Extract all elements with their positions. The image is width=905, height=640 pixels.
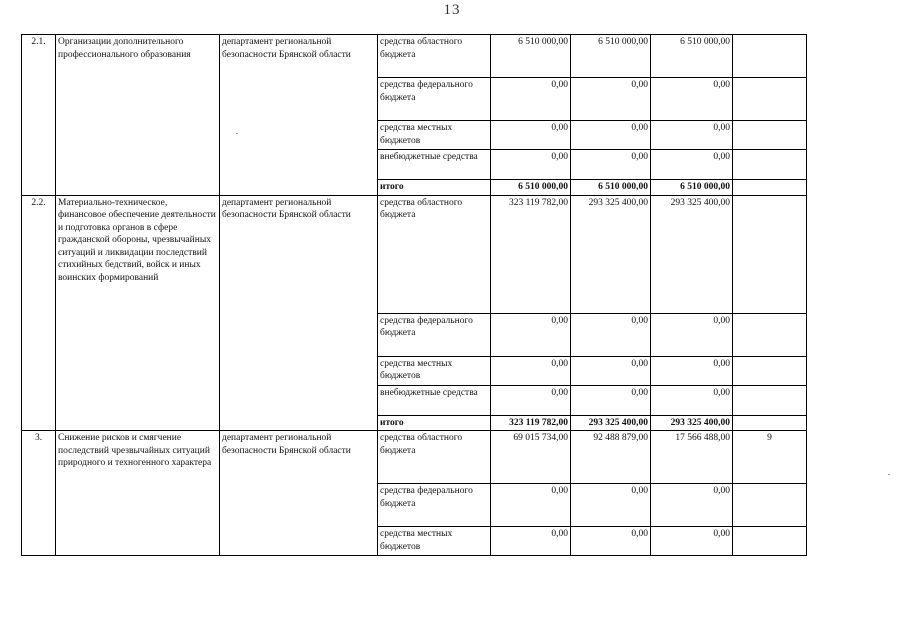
source-label: средства областного бюджета bbox=[378, 195, 491, 313]
value-year-1: 0,00 bbox=[491, 527, 571, 556]
value-year-2: 0,00 bbox=[571, 484, 651, 527]
value-year-1: 0,00 bbox=[491, 484, 571, 527]
indicator-ref bbox=[733, 527, 807, 556]
value-year-1: 0,00 bbox=[491, 385, 571, 415]
value-year-1: 0,00 bbox=[491, 78, 571, 121]
value-year-1: 0,00 bbox=[491, 356, 571, 385]
total-year-2: 293 325 400,00 bbox=[571, 415, 651, 431]
total-year-3: 6 510 000,00 bbox=[651, 180, 733, 196]
indicator-ref bbox=[733, 195, 807, 313]
value-year-3: 6 510 000,00 bbox=[651, 35, 733, 78]
value-year-1: 0,00 bbox=[491, 150, 571, 180]
value-year-1: 0,00 bbox=[491, 121, 571, 150]
total-label: итого bbox=[378, 180, 491, 196]
total-label: итого bbox=[378, 415, 491, 431]
value-year-2: 0,00 bbox=[571, 356, 651, 385]
scan-speck bbox=[888, 474, 890, 475]
item-name: Материально-техническое, финансовое обеспечение деятельности и подготовка органов в сфере гражданской обороны, чрезвычайных ситуаций и ликвидации последствий стихийных бедствий, войск и иных воинских формирований bbox=[56, 195, 220, 431]
source-label: средства областного бюджета bbox=[378, 431, 491, 484]
total-year-2: 6 510 000,00 bbox=[571, 180, 651, 196]
table-row bbox=[22, 195, 807, 313]
source-label: внебюджетные средства bbox=[378, 385, 491, 415]
item-name: Организации дополнительного профессионального образования bbox=[56, 35, 220, 196]
scan-speck bbox=[236, 133, 238, 134]
indicator-ref bbox=[733, 484, 807, 527]
value-year-2: 293 325 400,00 bbox=[571, 195, 651, 313]
budget-table bbox=[21, 34, 807, 556]
indicator-ref bbox=[733, 356, 807, 385]
value-year-3: 0,00 bbox=[651, 313, 733, 356]
value-year-3: 0,00 bbox=[651, 78, 733, 121]
source-label: средства федерального бюджета bbox=[378, 78, 491, 121]
value-year-2: 0,00 bbox=[571, 150, 651, 180]
item-name: Снижение рисков и смягчение последствий чрезвычайных ситуаций природного и техногенного характера bbox=[56, 431, 220, 556]
value-year-3: 17 566 488,00 bbox=[651, 431, 733, 484]
value-year-3: 0,00 bbox=[651, 150, 733, 180]
item-executor: департамент региональной безопасности Брянской области bbox=[220, 35, 378, 196]
indicator-ref bbox=[733, 180, 807, 196]
source-label: средства областного бюджета bbox=[378, 35, 491, 78]
value-year-2: 6 510 000,00 bbox=[571, 35, 651, 78]
source-label: средства местных бюджетов bbox=[378, 356, 491, 385]
value-year-2: 0,00 bbox=[571, 385, 651, 415]
item-executor: департамент региональной безопасности Брянской области bbox=[220, 431, 378, 556]
source-label: внебюджетные средства bbox=[378, 150, 491, 180]
item-number: 3. bbox=[22, 431, 56, 556]
source-label: средства федерального бюджета bbox=[378, 484, 491, 527]
value-year-3: 293 325 400,00 bbox=[651, 195, 733, 313]
value-year-2: 0,00 bbox=[571, 78, 651, 121]
table-row bbox=[22, 431, 807, 484]
item-number: 2.2. bbox=[22, 195, 56, 431]
value-year-1: 323 119 782,00 bbox=[491, 195, 571, 313]
source-label: средства местных бюджетов bbox=[378, 527, 491, 556]
indicator-ref bbox=[733, 35, 807, 78]
value-year-3: 0,00 bbox=[651, 385, 733, 415]
total-year-1: 6 510 000,00 bbox=[491, 180, 571, 196]
indicator-ref bbox=[733, 385, 807, 415]
indicator-ref bbox=[733, 150, 807, 180]
value-year-3: 0,00 bbox=[651, 356, 733, 385]
value-year-3: 0,00 bbox=[651, 484, 733, 527]
indicator-ref: 9 bbox=[733, 431, 807, 484]
value-year-3: 0,00 bbox=[651, 527, 733, 556]
total-year-3: 293 325 400,00 bbox=[651, 415, 733, 431]
indicator-ref bbox=[733, 415, 807, 431]
value-year-2: 0,00 bbox=[571, 527, 651, 556]
indicator-ref bbox=[733, 121, 807, 150]
page-number: 13 bbox=[443, 2, 461, 18]
value-year-2: 0,00 bbox=[571, 313, 651, 356]
value-year-3: 0,00 bbox=[651, 121, 733, 150]
source-label: средства местных бюджетов bbox=[378, 121, 491, 150]
value-year-2: 0,00 bbox=[571, 121, 651, 150]
item-number: 2.1. bbox=[22, 35, 56, 196]
value-year-1: 69 015 734,00 bbox=[491, 431, 571, 484]
source-label: средства федерального бюджета bbox=[378, 313, 491, 356]
item-executor: департамент региональной безопасности Брянской области bbox=[220, 195, 378, 431]
table-row bbox=[22, 35, 807, 78]
value-year-2: 92 488 879,00 bbox=[571, 431, 651, 484]
indicator-ref bbox=[733, 78, 807, 121]
total-year-1: 323 119 782,00 bbox=[491, 415, 571, 431]
value-year-1: 6 510 000,00 bbox=[491, 35, 571, 78]
indicator-ref bbox=[733, 313, 807, 356]
value-year-1: 0,00 bbox=[491, 313, 571, 356]
